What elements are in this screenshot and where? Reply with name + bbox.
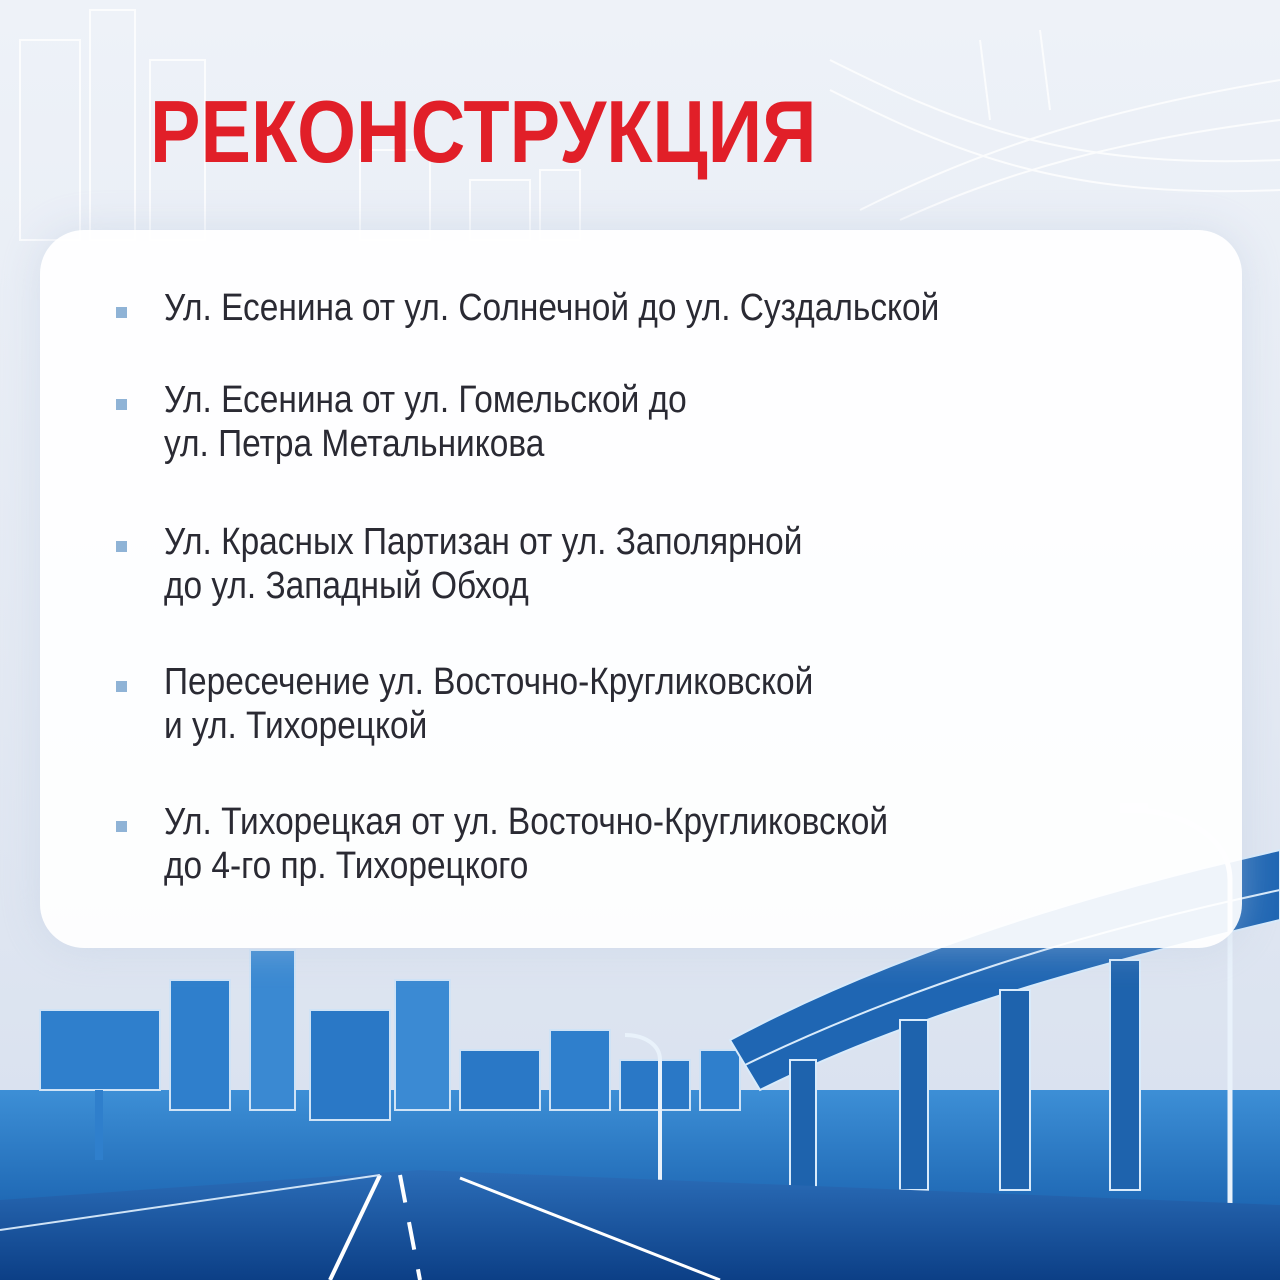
page-title: РЕКОНСТРУКЦИЯ (150, 82, 817, 181)
square-bullet-icon (116, 541, 127, 552)
list-item-line: Ул. Красных Партизан от ул. Заполярной (164, 521, 803, 563)
list-item-line: до 4-го пр. Тихорецкого (164, 845, 529, 887)
list-item-line: Ул. Есенина от ул. Гомельской до (164, 379, 687, 421)
list-item-line: Ул. Тихорецкая от ул. Восточно-Кругликовской (164, 801, 889, 843)
list-item-text (164, 800, 888, 888)
square-bullet-icon (116, 681, 127, 692)
list-item-text (164, 520, 802, 608)
reconstruction-list (40, 230, 1242, 948)
square-bullet-icon (116, 399, 127, 410)
list-item-line: Ул. Есенина от ул. Солнечной до ул. Суздальской (164, 287, 940, 329)
list-item-line: ул. Петра Метальникова (164, 423, 545, 465)
list-item-line: до ул. Западный Обход (164, 565, 529, 607)
list-item-text (164, 378, 687, 466)
list-item-line: Пересечение ул. Восточно-Кругликовской (164, 661, 814, 703)
square-bullet-icon (116, 821, 127, 832)
list-item-line: и ул. Тихорецкой (164, 705, 428, 747)
list-item-text (164, 660, 813, 748)
list-item-text (164, 286, 939, 330)
reconstruction-list-card (40, 230, 1242, 948)
square-bullet-icon (116, 307, 127, 318)
